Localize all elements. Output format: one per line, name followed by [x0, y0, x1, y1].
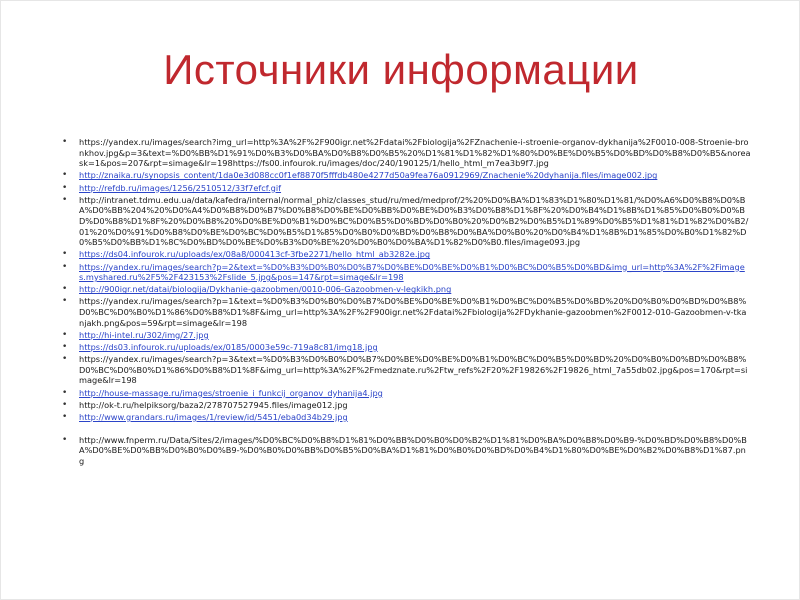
source-item: [62, 261, 751, 283]
source-text: https://yandex.ru/images/search?p=1&text=%D0%B3%D0%B0%D0%B7%D0%BE%D0%BE%D0%B1%D0%BC%D0%B5%D0%BD%20%D0%B0%D0%BD%D0%B8%D0%BC%D0%B0%D1%86%D0%B8%D1%8F&img_url=http%3A%2F%2F900igr.net%2Fdatai%2Fbiologija%2FDykhanie-gazoobmen%2F0012-010-Gazoobmen-v-tkanjakh.png&pos=59&rpt=simage&lr=198: [79, 296, 747, 328]
bullet-icon: •: [62, 194, 68, 205]
source-item: [62, 411, 751, 423]
source-item: [62, 296, 751, 328]
source-item: [62, 182, 751, 194]
bullet-icon: •: [62, 249, 68, 260]
source-link[interactable]: http://www.grandars.ru/images/1/review/id/5451/eba0d34b29.jpg: [79, 411, 348, 422]
source-text: http://www.fnperm.ru/Data/Sites/2/images/%D0%BC%D0%B8%D1%81%D0%BB%D0%B0%D0%B2%D1%81%D0%BA%D0%B8%D0%B9-%D0%BD%D0%B8%D0%BA%D0%BE%D0%BB%D0%B0%D0%B9-%D0%B0%D0%BB%D0%B5%D0%BA%D1%81%D0%B0%D0%BD%D0%B4%D1%80%D0%BE%D0%B2%D0%B8%D1%87.png: [79, 434, 747, 466]
bullet-icon: •: [62, 411, 68, 422]
bullet-icon: •: [62, 182, 68, 193]
source-text: https://yandex.ru/images/search?p=3&text=%D0%B3%D0%B0%D0%B7%D0%BE%D0%BE%D0%B1%D0%BC%D0%B5%D0%BD%20%D0%B0%D0%BD%D0%B8%D0%BC%D0%B0%D1%86%D0%B8%D1%8F&img_url=http%3A%2F%2Fmedznate.ru%2Ftw_refs%2F20%2F19826%2F19826_html_7a55db02.jpg&pos=170&rpt=simage&lr=198: [79, 354, 748, 386]
bullet-icon: •: [62, 137, 68, 147]
source-link[interactable]: http://900igr.net/datai/biologija/Dykhanie-gazoobmen/0010-006-Gazoobmen-v-legkikh.png: [79, 284, 452, 295]
source-text: http://intranet.tdmu.edu.ua/data/kafedra/internal/normal_phiz/classes_stud/ru/med/medprof/2%20%D0%BA%D1%83%D1%80%D1%81/%D0%A6%D0%B8%D0%BA%D0%BB%204%20%D0%A4%D0%B8%D0%B7%D0%B8%D0%BE%D0%BB%D0%BE%D0%B3%D0%B8%D1%8F%20%D0%B4%D1%8B%D1%85%D0%B0%D0%BD%D0%B8%D1%8F%20%D0%B8%20%D0%BE%D0%B1%D0%BC%D0%B5%D0%BD%D0%B0%20%D0%B2%D0%B5%D1%89%D0%B5%D1%81%D1%82%D0%B2/01%20%D0%91%D0%B8%D0%BE%D0%BC%D0%B5%D1%85%D0%B0%D0%BD%D0%B8%D0%BA%D0%B0%20%D0%B4%D1%8B%D1%85%D0%B0%D1%82%D0%B5%D0%BB%D1%8C%D0%BD%D0%BE%D0%B3%D0%BE%20%D0%B0%D0%BA%D1%82%D0%B0.files/image093.jpg: [79, 194, 749, 248]
source-item: [62, 399, 751, 411]
bullet-icon: •: [62, 387, 68, 398]
sources-list: [62, 137, 751, 468]
source-item: [62, 342, 751, 353]
source-text: http://ok-t.ru/helpiksorg/baza2/278707527945.files/image012.jpg: [79, 399, 348, 410]
source-item: [62, 170, 751, 181]
source-item: [62, 249, 751, 260]
bullet-icon: •: [62, 170, 68, 181]
bullet-icon: •: [62, 329, 68, 340]
source-link[interactable]: http://hi-intel.ru/302/img/27.jpg: [79, 329, 209, 340]
bullet-icon: •: [62, 284, 68, 295]
source-link[interactable]: https://ds03.infourok.ru/uploads/ex/0185/0003e59c-719a8c81/img18.jpg: [79, 342, 378, 353]
source-item: [62, 284, 751, 295]
source-item: [62, 329, 751, 341]
source-item: [62, 387, 751, 399]
source-link[interactable]: http://znaika.ru/synopsis_content/1da0e3d088cc0f1ef8870f5fffdb480e4277d50a9fea76a0912969/Znachenie%20dyhanija.files/image002.jpg: [79, 170, 658, 181]
source-item: [62, 434, 751, 467]
bullet-icon: •: [62, 296, 68, 307]
source-item: [62, 194, 751, 248]
source-text: https://yandex.ru/images/search?img_url=http%3A%2F%2F900igr.net%2Fdatai%2Fbiologija%2FZnachenie-i-stroenie-organov-dykhanija%2F0010-008-Stroenie-bronkhov.jpg&p=3&text=%D0%BB%D1%91%D0%B3%D0%BA%D0%B8%D0%B5%20%D1%81%D1%82%D1%80%D0%BE%D0%B5%D0%BD%D0%B8%D0%B5&noreask=1&pos=207&rpt=simage&lr=198https://fs00.infourok.ru/images/doc/240/190125/1/hello_html_m7ea3b9f7.jpg: [79, 137, 751, 169]
source-link[interactable]: http://refdb.ru/images/1256/2510512/33f7efcf.gif: [79, 182, 282, 193]
bullet-icon: •: [62, 342, 68, 353]
source-link[interactable]: https://ds04.infourok.ru/uploads/ex/08a8/000413cf-3fbe2271/hello_html_ab3282e.jpg: [79, 249, 431, 260]
source-link[interactable]: https://yandex.ru/images/search?p=2&text=%D0%B3%D0%B0%D0%B7%D0%BE%D0%BE%D0%B1%D0%BC%D0%B5%D0%BD&img_url=http%3A%2F%2Fimages.myshared.ru%2F5%2F423153%2Fslide_5.jpg&pos=147&rpt=simage&lr=198: [79, 261, 745, 283]
source-item: [62, 354, 751, 386]
bullet-icon: •: [62, 261, 68, 272]
source-item: [62, 137, 751, 169]
source-link[interactable]: http://house-massage.ru/images/stroenie_i_funkcij_organov_dyhanija4.jpg: [79, 387, 383, 398]
bullet-icon: •: [62, 399, 68, 410]
slide-title: Источники информации: [163, 46, 639, 93]
bullet-icon: •: [62, 354, 68, 365]
bullet-icon: •: [62, 434, 68, 445]
